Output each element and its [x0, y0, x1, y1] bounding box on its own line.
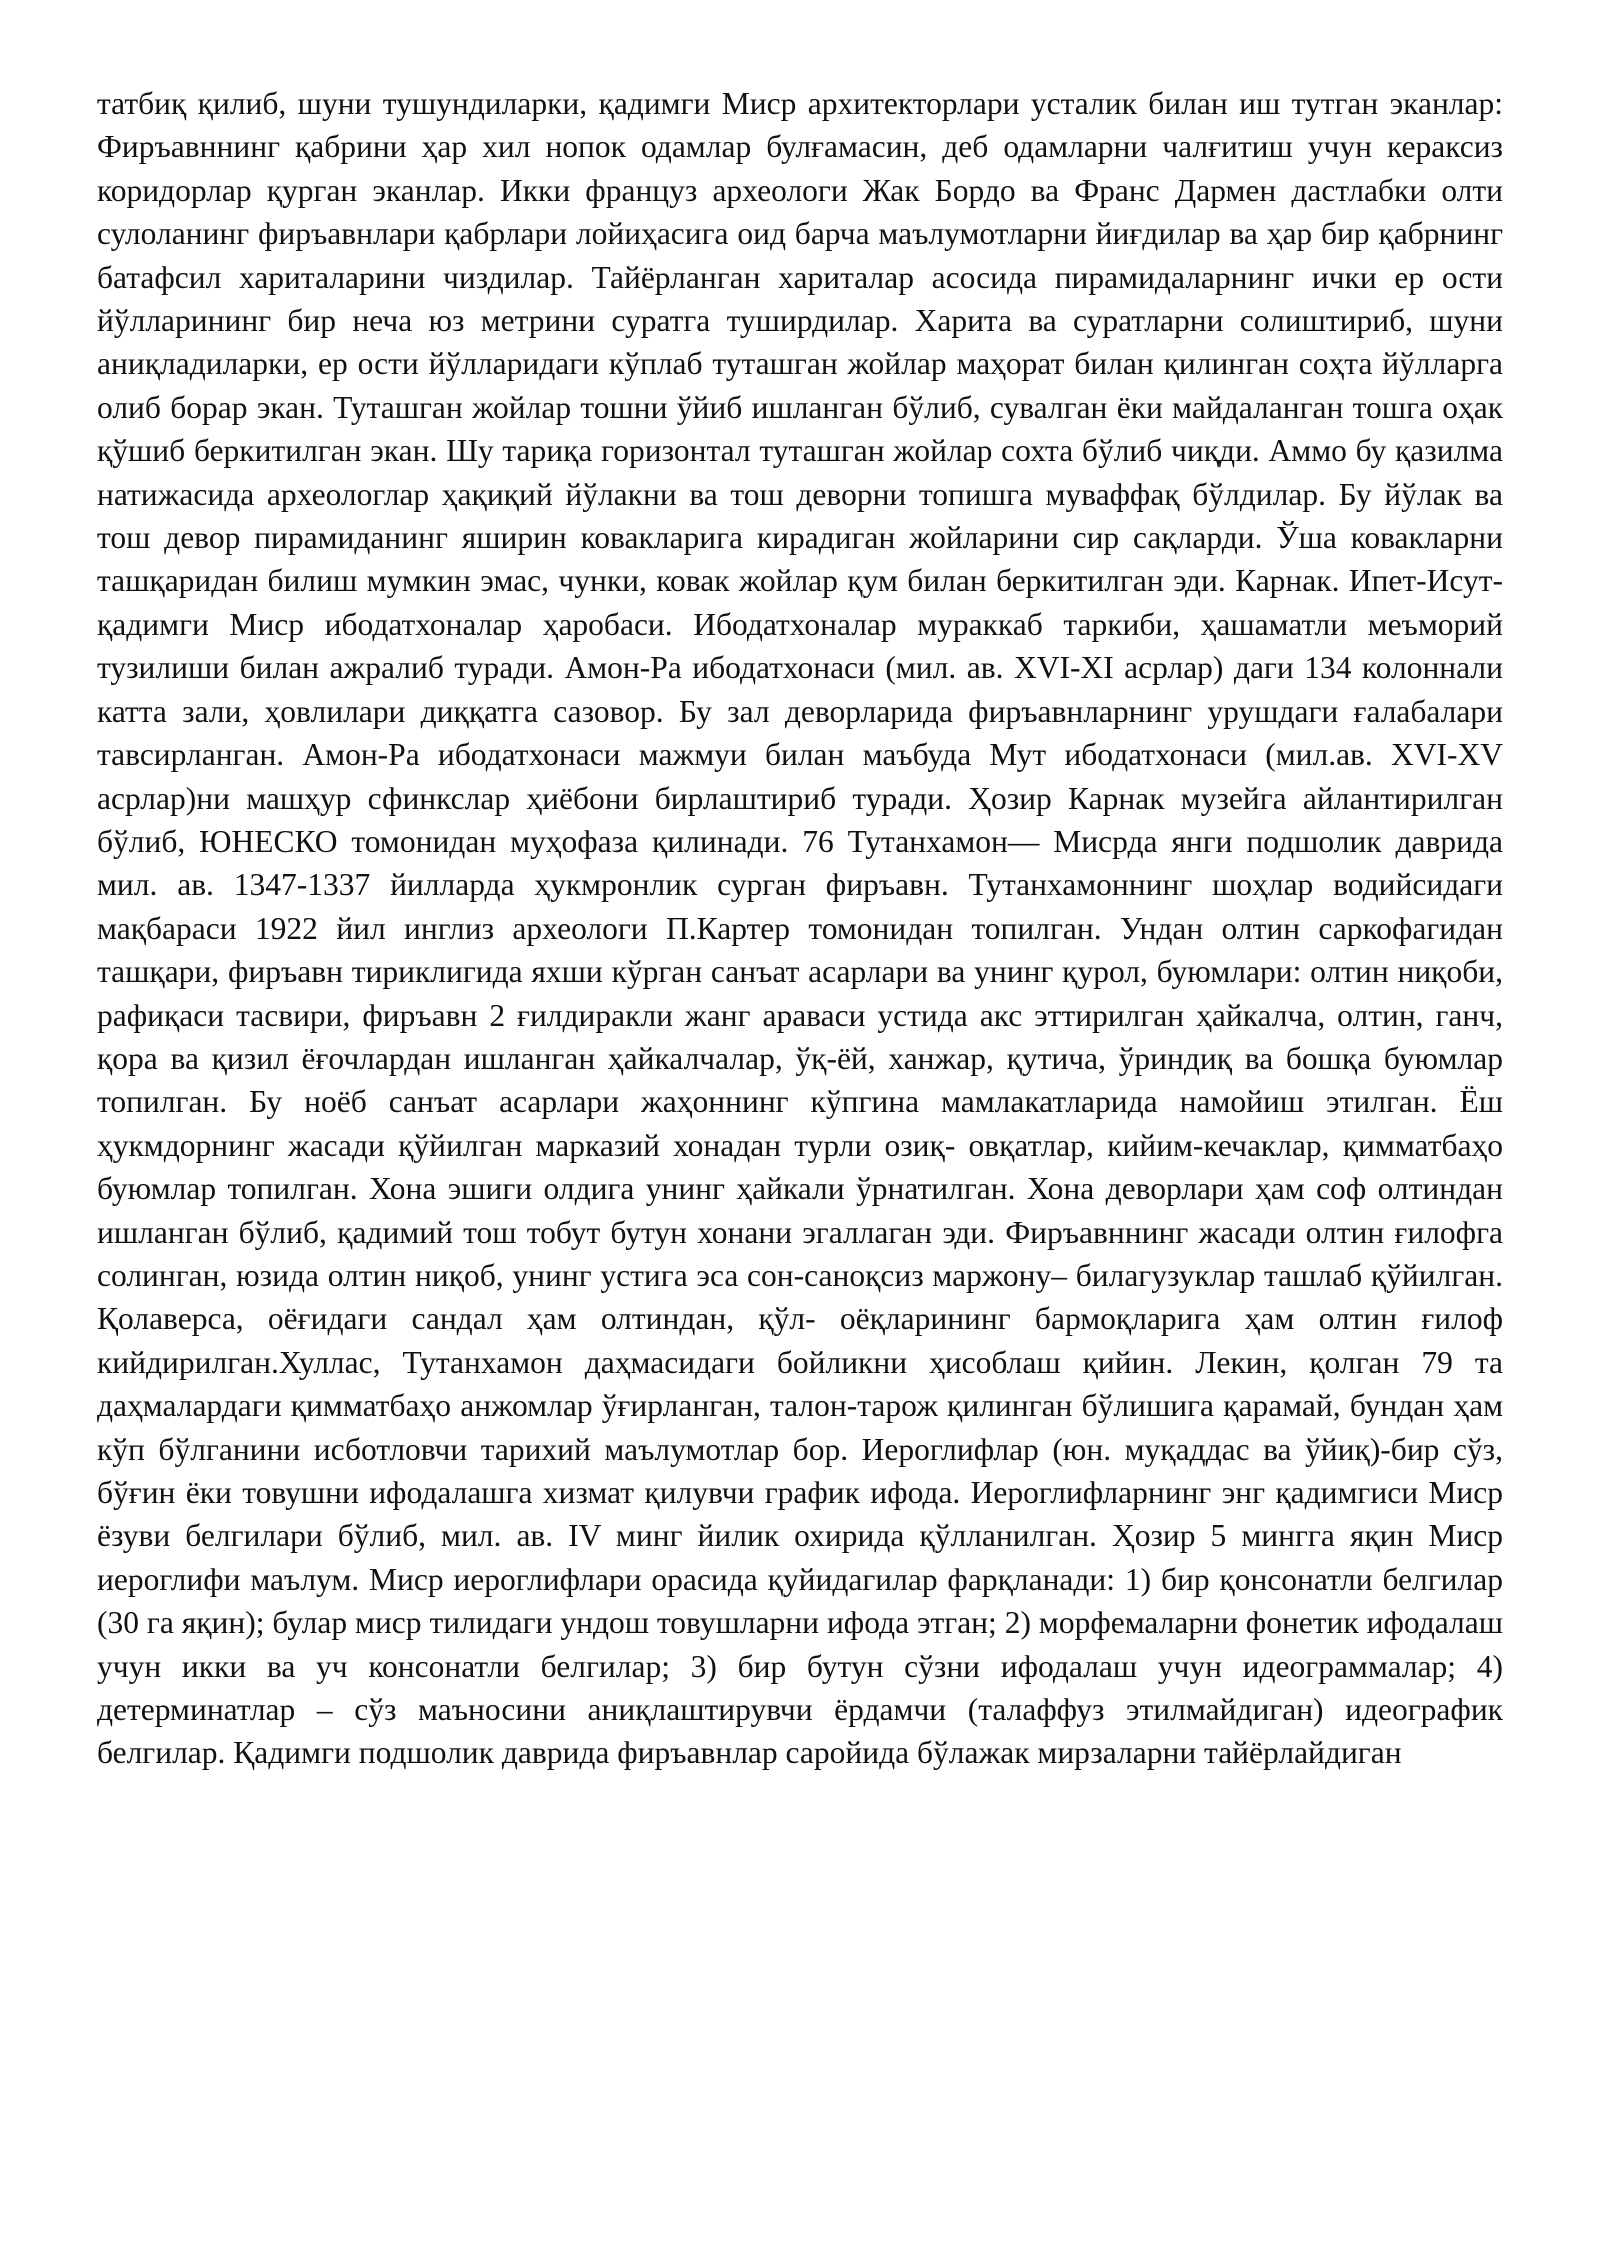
body-paragraph: татбиқ қилиб, шуни тушундиларки, қадимги Миср архитекторлари усталик билан иш тутган эканлар: Фиръавннинг қабрини ҳар хил нопок одамлар булғамасин, деб одамларни чалғитиш учун кераксиз коридорлар қурган эканлар. Икки француз археологи Жак Бордо ва Франс Дармен дастлабки олти сулоланинг фиръавнлари қабрлари лойиҳасига оид барча маълумотларни йиғдилар ва ҳар бир қабрнинг батафсил хариталарини чиздилар. Тайёрланган хариталар асосида пирамидаларнинг ички ер ости йўлларининг бир неча юз метрини суратга туширдилар. Харита ва суратларни солиштириб, шуни аниқладиларки, ер ости йўлларидаги кўплаб туташган жойлар маҳорат билан қилинган соҳта йўлларга олиб борар экан. Туташган жойлар тошни ўйиб ишланган бўлиб, сувалган ёки майдаланган тошга оҳак қўшиб беркитилган экан. Шу тариқа горизонтал туташган жойлар сохта бўлиб чиқди. Аммо бу қазилма натижасида археологлар ҳақиқий йўлакни ва тош деворни топишга муваффақ бўлдилар. Бу йўлак ва тош девор пирамиданинг яширин ковакларига кирадиган жойларини сир сақларди. Ўша ковакларни ташқаридан билиш мумкин эмас, чунки, ковак жойлар қум билан беркитилган эди. Карнак. Ипет-Исут-қадимги Миср ибодатхоналар ҳаробаси. Ибодатхоналар мураккаб таркиби, ҳашаматли меъморий тузилиши билан ажралиб туради. Амон-Ра ибодатхонаси (мил. ав. XVI-XI асрлар) даги 134 колоннали катта зали, ҳовлилари диққатга сазовор. Бу зал деворларида фиръавнларнинг урушдаги ғалабалари тавсирланган. Амон-Ра ибодатхонаси мажмуи билан маъбуда Мут ибодатхонаси (мил.ав. XVI-XV асрлар)ни машҳур сфинкслар ҳиёбони бирлаштириб туради. Ҳозир Карнак музейга айлантирилган бўлиб, ЮНЕСКО томонидан муҳофаза қилинади. 76 Тутанхамон— Мисрда янги подшолик даврида мил. ав. 1347-1337 йилларда ҳукмронлик сурган фиръавн. Тутанхамоннинг шоҳлар водийсидаги мақбараси 1922 йил инглиз археологи П.Картер томонидан топилган. Ундан олтин саркофагидан ташқари, фиръавн тириклигида яхши кўрган санъат асарлари ва унинг қурол, буюмлари: олтин ниқоби, рафиқаси тасвири, фиръавн 2 ғилдиракли жанг араваси устида акс эттирилган ҳайкалча, олтин, ганч, қора ва қизил ёғочлардан ишланган ҳайкалчалар, ўқ-ёй, ханжар, қутича, ўриндиқ ва бошқа буюмлар топилган. Бу ноёб санъат асарлари жаҳоннинг кўпгина мамлакатларида намойиш этилган. Ёш ҳукмдорнинг жасади қўйилган марказий хонадан турли озиқ- овқатлар, кийим-кечаклар, қимматбаҳо буюмлар топилган. Хона эшиги олдига унинг ҳайкали ўрнатилган. Хона деворлари ҳам соф олтиндан ишланган бўлиб, қадимий тош тобут бутун хонани эгаллаган эди. Фиръавннинг жасади олтин ғилофга солинган, юзида олтин ниқоб, унинг устига эса сон-саноқсиз маржону– билагузуклар ташлаб қўйилган. Қолаверса, оёғидаги сандал ҳам олтиндан, қўл- оёқларининг бармоқларига ҳам олтин ғилоф кийдирилган.Хуллас, Тутанхамон даҳмасидаги бойликни ҳисоблаш қийин. Лекин, қолган 79 та даҳмалардаги қимматбаҳо анжомлар ўғирланган, талон-тарож қилинган бўлишига қарамай, бундан ҳам кўп бўлганини исботловчи тарихий маълумотлар бор. Иероглифлар (юн. муқаддас ва ўйиқ)-бир сўз, бўғин ёки товушни ифодалашга хизмат қилувчи график ифода. Иероглифларнинг энг қадимгиси Миср ёзуви белгилари бўлиб, мил. ав. IV минг йилик охирида қўлланилган. Ҳозир 5 мингга яқин Миср иероглифи маълум. Миср иероглифлари орасида қуйидагилар фарқланади: 1) бир қонсонатли белгилар (30 га яқин); булар миср тилидаги ундош товушларни ифода этган; 2) морфемаларни фонетик ифодалаш учун икки ва уч консонатли белгилар; 3) бир бутун сўзни ифодалаш учун идеограммалар; 4) детерминатлар – сўз маъносини аниқлаштирувчи ёрдамчи (талаффуз этилмайдиган) идеографик белгилар. Қадимги подшолик даврида фиръавнлар саройида бўлажак мирзаларни тайёрлайдиган: [97, 86, 1503, 1771]
document-page: [97, 82, 1503, 1775]
